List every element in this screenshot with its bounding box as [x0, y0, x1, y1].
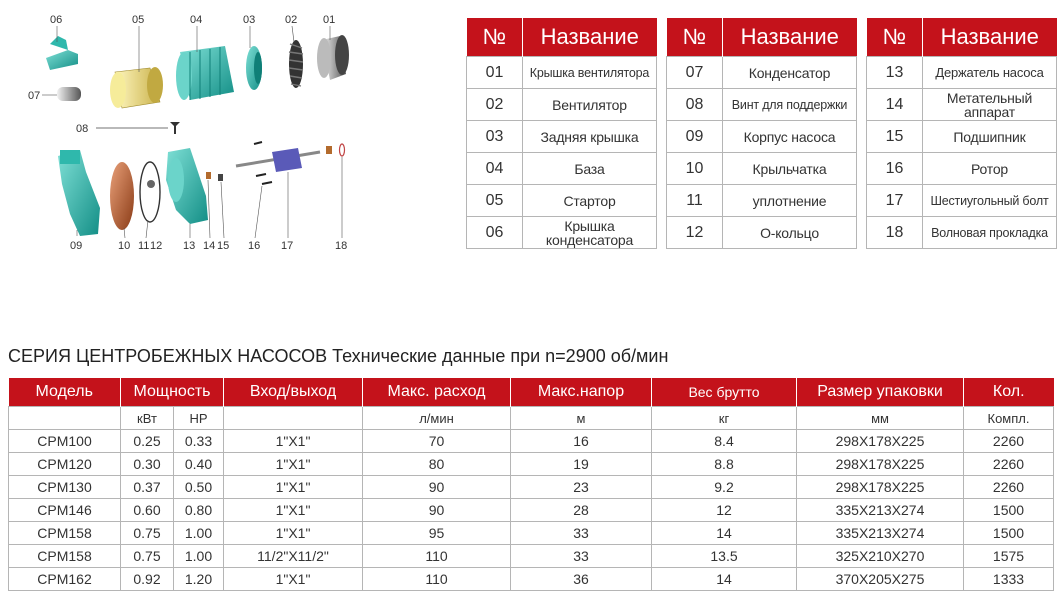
unit-cell: Компл.: [964, 407, 1054, 430]
table-cell: 9.2: [652, 476, 797, 499]
part-number: 01: [467, 57, 523, 89]
table-cell: 1"X1": [224, 568, 363, 591]
table-cell: 370X205X275: [797, 568, 964, 591]
part-08-support-screw: [96, 122, 180, 134]
part-name: Конденсатор: [723, 57, 857, 89]
exploded-pump-diagram: [0, 0, 460, 260]
table-cell: 28: [511, 499, 652, 522]
part-14-15-small-parts: [206, 172, 223, 181]
part-name: Волновая прокладка: [923, 217, 1057, 249]
table-row: [9, 545, 1054, 568]
part-name: Вентилятор: [523, 89, 657, 121]
part-name: Подшипник: [923, 121, 1057, 153]
table-cell: 1"X1": [224, 522, 363, 545]
part-number: 02: [467, 89, 523, 121]
part-name: Ротор: [923, 153, 1057, 185]
table-cell: 0.40: [174, 453, 224, 476]
part-18-wave-washer: [340, 144, 345, 156]
table-cell: CPM120: [9, 453, 121, 476]
parts-row: [667, 217, 857, 249]
table-cell: 110: [363, 545, 511, 568]
diagram-label-06: 06: [50, 14, 63, 26]
table-cell: 1"X1": [224, 430, 363, 453]
parts-row: [467, 121, 657, 153]
table-cell: 2260: [964, 453, 1054, 476]
part-01-fan-cover: [317, 35, 349, 80]
spec-header-quantity: Кол.: [964, 378, 1054, 407]
diagram-label-11: 11: [138, 240, 150, 252]
part-07-capacitor: [57, 87, 81, 101]
spec-header-row: [9, 378, 1054, 407]
parts-table-header-name: Название: [723, 18, 857, 57]
table-cell: 1"X1": [224, 476, 363, 499]
table-cell: 19: [511, 453, 652, 476]
spec-header-power: Мощность: [121, 378, 224, 407]
table-cell: 11/2"X11/2": [224, 545, 363, 568]
diagram-label-05: 05: [132, 14, 145, 26]
table-cell: 0.50: [174, 476, 224, 499]
table-cell: 1500: [964, 499, 1054, 522]
spec-header-package-size: Размер упаковки: [797, 378, 964, 407]
part-number: 15: [867, 121, 923, 153]
table-cell: 90: [363, 499, 511, 522]
table-cell: 8.4: [652, 430, 797, 453]
table-cell: 0.25: [121, 430, 174, 453]
diagram-label-10: 10: [118, 240, 131, 252]
table-cell: 298X178X225: [797, 453, 964, 476]
table-cell: 1"X1": [224, 453, 363, 476]
table-cell: 0.92: [121, 568, 174, 591]
part-number: 17: [867, 185, 923, 217]
unit-cell: мм: [797, 407, 964, 430]
diagram-label-04: 04: [190, 14, 203, 26]
diagram-label-18: 18: [335, 240, 348, 252]
parts-row: [867, 153, 1057, 185]
parts-table-3: [866, 18, 1057, 249]
parts-row: [867, 121, 1057, 153]
parts-table-header-name: Название: [523, 18, 657, 57]
table-cell: 0.33: [174, 430, 224, 453]
part-number: 03: [467, 121, 523, 153]
part-04-base: [176, 46, 234, 100]
unit-cell: кВт: [121, 407, 174, 430]
table-cell: 110: [363, 568, 511, 591]
spec-table: [8, 378, 1054, 591]
table-row: [9, 522, 1054, 545]
diagram-label-14: 14: [203, 240, 216, 252]
spec-header-gross-weight: Вес брутто: [652, 378, 797, 407]
part-name: База: [523, 153, 657, 185]
table-row: [9, 476, 1054, 499]
parts-table-header-number: №: [867, 18, 923, 57]
parts-table-header-number: №: [667, 18, 723, 57]
parts-row: [467, 153, 657, 185]
diagram-label-15: 15: [217, 240, 230, 252]
table-cell: CPM100: [9, 430, 121, 453]
spec-header-max-head: Макс.напор: [511, 378, 652, 407]
table-cell: 1"X1": [224, 499, 363, 522]
unit-cell: [9, 407, 121, 430]
part-number: 16: [867, 153, 923, 185]
table-cell: 8.8: [652, 453, 797, 476]
part-13-pump-holder: [166, 148, 208, 224]
part-number: 08: [667, 89, 723, 121]
part-06-capacitor-cover: [46, 36, 78, 70]
table-cell: CPM158: [9, 545, 121, 568]
part-11-12-seal-oring: [140, 162, 160, 222]
parts-row: [867, 217, 1057, 249]
part-name: Крышка конденсатора: [523, 217, 657, 249]
diagram-label-09: 09: [70, 240, 83, 252]
unit-cell: л/мин: [363, 407, 511, 430]
spec-body: [9, 430, 1054, 591]
table-cell: 33: [511, 545, 652, 568]
table-row: [9, 568, 1054, 591]
part-03-rear-cover: [246, 46, 262, 90]
spec-header-inlet-outlet: Вход/выход: [224, 378, 363, 407]
table-cell: 0.60: [121, 499, 174, 522]
table-cell: 16: [511, 430, 652, 453]
parts-row: [467, 89, 657, 121]
parts-row: [667, 121, 857, 153]
diagram-label-13: 13: [183, 240, 196, 252]
table-cell: 1.20: [174, 568, 224, 591]
table-cell: 0.80: [174, 499, 224, 522]
table-cell: CPM130: [9, 476, 121, 499]
unit-cell: [224, 407, 363, 430]
part-02-fan: [289, 40, 303, 88]
table-cell: 70: [363, 430, 511, 453]
parts-table-header-name: Название: [923, 18, 1057, 57]
parts-row: [867, 57, 1057, 89]
parts-row: [667, 185, 857, 217]
table-cell: 14: [652, 568, 797, 591]
table-cell: 335X213X274: [797, 522, 964, 545]
part-name: Шестиугольный болт: [923, 185, 1057, 217]
spec-title: СЕРИЯ ЦЕНТРОБЕЖНЫХ НАСОСОВ Технические данные при n=2900 об/мин: [8, 346, 669, 366]
table-cell: 95: [363, 522, 511, 545]
part-number: 06: [467, 217, 523, 249]
unit-cell: HP: [174, 407, 224, 430]
parts-row: [467, 185, 657, 217]
table-cell: 90: [363, 476, 511, 499]
part-number: 10: [667, 153, 723, 185]
parts-row: [467, 217, 657, 249]
table-cell: 33: [511, 522, 652, 545]
table-cell: 1500: [964, 522, 1054, 545]
table-cell: CPM162: [9, 568, 121, 591]
table-cell: 1575: [964, 545, 1054, 568]
part-name: Стартор: [523, 185, 657, 217]
part-number: 09: [667, 121, 723, 153]
part-number: 11: [667, 185, 723, 217]
parts-row: [467, 57, 657, 89]
table-cell: 0.75: [121, 545, 174, 568]
part-17-rotor: [236, 146, 332, 172]
parts-row: [667, 89, 857, 121]
part-name: Крышка вентилятора: [523, 57, 657, 89]
diagram-label-17: 17: [281, 240, 294, 252]
parts-table-2: [666, 18, 857, 249]
part-name: Винт для поддержки: [723, 89, 857, 121]
diagram-label-16: 16: [248, 240, 261, 252]
table-cell: 0.37: [121, 476, 174, 499]
table-cell: 80: [363, 453, 511, 476]
part-10-impeller: [110, 162, 134, 230]
diagram-label-08: 08: [76, 123, 89, 135]
table-cell: 335X213X274: [797, 499, 964, 522]
diagram-label-01: 01: [323, 14, 336, 26]
part-number: 04: [467, 153, 523, 185]
parts-row: [867, 89, 1057, 121]
table-cell: 1.00: [174, 522, 224, 545]
part-number: 12: [667, 217, 723, 249]
spec-header-model: Модель: [9, 378, 121, 407]
table-row: [9, 430, 1054, 453]
table-cell: 2260: [964, 430, 1054, 453]
table-cell: CPM158: [9, 522, 121, 545]
parts-table-1: [466, 18, 657, 249]
part-number: 18: [867, 217, 923, 249]
diagram-label-07: 07: [28, 90, 41, 102]
table-row: [9, 453, 1054, 476]
table-cell: 298X178X225: [797, 430, 964, 453]
diagram-label-12: 12: [150, 240, 163, 252]
part-name: Крыльчатка: [723, 153, 857, 185]
diagram-label-02: 02: [285, 14, 298, 26]
table-cell: 12: [652, 499, 797, 522]
part-number: 14: [867, 89, 923, 121]
part-name: Задняя крышка: [523, 121, 657, 153]
parts-table-header-number: №: [467, 18, 523, 57]
part-name: Метательный аппарат: [923, 89, 1057, 121]
part-name: Корпус насоса: [723, 121, 857, 153]
table-cell: 1333: [964, 568, 1054, 591]
diagram-label-03: 03: [243, 14, 256, 26]
part-name: О-кольцо: [723, 217, 857, 249]
parts-row: [667, 57, 857, 89]
table-row: [9, 499, 1054, 522]
part-05-stator: [110, 67, 163, 108]
table-cell: 298X178X225: [797, 476, 964, 499]
table-cell: 2260: [964, 476, 1054, 499]
table-cell: 13.5: [652, 545, 797, 568]
part-09-pump-body: [58, 150, 100, 236]
unit-cell: кг: [652, 407, 797, 430]
unit-cell: м: [511, 407, 652, 430]
table-cell: 1.00: [174, 545, 224, 568]
parts-row: [667, 153, 857, 185]
part-number: 07: [667, 57, 723, 89]
part-name: Держатель насоса: [923, 57, 1057, 89]
part-name: уплотнение: [723, 185, 857, 217]
spec-units-row: [9, 407, 1054, 430]
table-cell: 0.75: [121, 522, 174, 545]
table-cell: 23: [511, 476, 652, 499]
spec-header-max-flow: Макс. расход: [363, 378, 511, 407]
table-cell: 325X210X270: [797, 545, 964, 568]
table-cell: 36: [511, 568, 652, 591]
table-cell: 0.30: [121, 453, 174, 476]
part-number: 13: [867, 57, 923, 89]
parts-row: [867, 185, 1057, 217]
table-cell: 14: [652, 522, 797, 545]
part-number: 05: [467, 185, 523, 217]
table-cell: CPM146: [9, 499, 121, 522]
